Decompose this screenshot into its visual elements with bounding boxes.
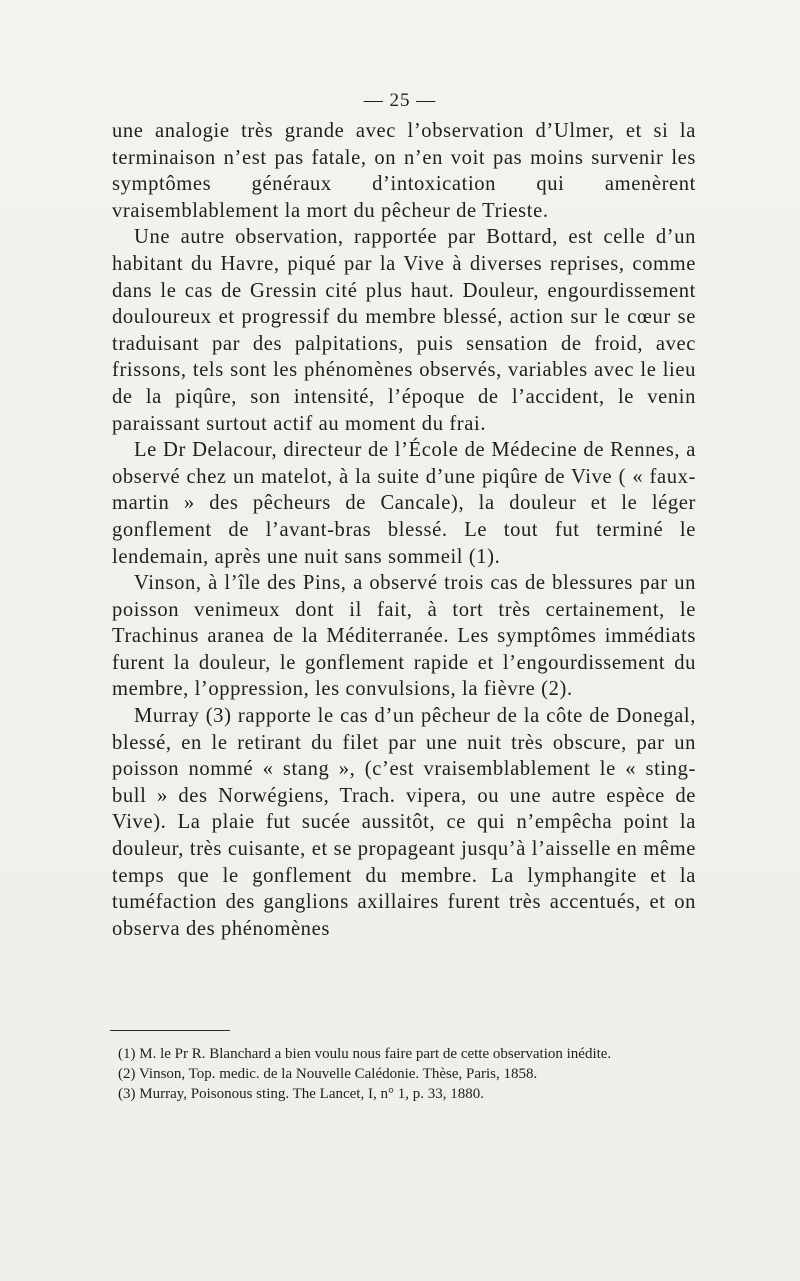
paragraph-3: Le Dr Delacour, directeur de l’École de Médecine de Rennes, a observé chez un matelot, à la suite d’une piqûre de Vive ( « faux-martin » des pêcheurs de Cancale), la douleur et le léger gonflement de l’avant-bras blessé. Le tout fut terminé le lendemain, après une nuit sans sommeil (1). bbox=[112, 439, 696, 568]
footnote-3: (3) Murray, Poisonous sting. The Lancet, I, n° 1, p. 33, 1880. bbox=[118, 1086, 484, 1102]
footnotes bbox=[118, 1044, 698, 1104]
footnote-1: (1) M. le Pr R. Blanchard a bien voulu nous faire part de cette observation inédite. bbox=[118, 1046, 612, 1062]
footnote-separator bbox=[110, 1030, 230, 1031]
body-text bbox=[112, 118, 696, 942]
paragraph-5: Murray (3) rapporte le cas d’un pêcheur de la côte de Donegal, blessé, en le retirant du filet par une nuit très obscure, par un poisson nommé « stang », (c’est vraisemblablement le « sting-bull » des Norwégiens, Trach. vipera, ou une autre espèce de Vive). La plaie fut sucée aussitôt, ce qui n’empêcha point la douleur, très cuisante, et se propageant jusqu’à l’aisselle en même temps que le gonflement du membre. La lymphangite et la tuméfaction des ganglions axillaires furent très accentués, et on observa des phénomènes bbox=[112, 705, 696, 940]
footnote-2: (2) Vinson, Top. medic. de la Nouvelle Calédonie. Thèse, Paris, 1858. bbox=[118, 1066, 538, 1082]
paragraph-2: Une autre observation, rapportée par Bottard, est celle d’un habitant du Havre, piqué par la Vive à diverses reprises, comme dans le cas de Gressin cité plus haut. Douleur, engourdissement douloureux et progressif du membre blessé, action sur le cœur se traduisant par des palpitations, puis sensation de froid, avec frissons, tels sont les phénomènes observés, variables avec le lieu de la piqûre, son intensité, l’époque de l’accident, le venin paraissant surtout actif au moment du frai. bbox=[112, 226, 696, 435]
paragraph-4: Vinson, à l’île des Pins, a observé trois cas de blessures par un poisson venimeux dont il fait, à tort très certainement, le Trachinus aranea de la Méditerranée. Les symptômes immédiats furent la douleur, le gonflement rapide et l’engourdissement du membre, l’oppression, les convulsions, la fièvre (2). bbox=[112, 572, 696, 701]
paragraph-1: une analogie très grande avec l’observation d’Ulmer, et si la terminaison n’est pas fatale, on n’en voit pas moins survenir les symptômes généraux d’intoxication qui amenèrent vraisemblablement la mort du pêcheur de Trieste. bbox=[112, 120, 696, 222]
page-number: — 25 — bbox=[363, 90, 437, 111]
